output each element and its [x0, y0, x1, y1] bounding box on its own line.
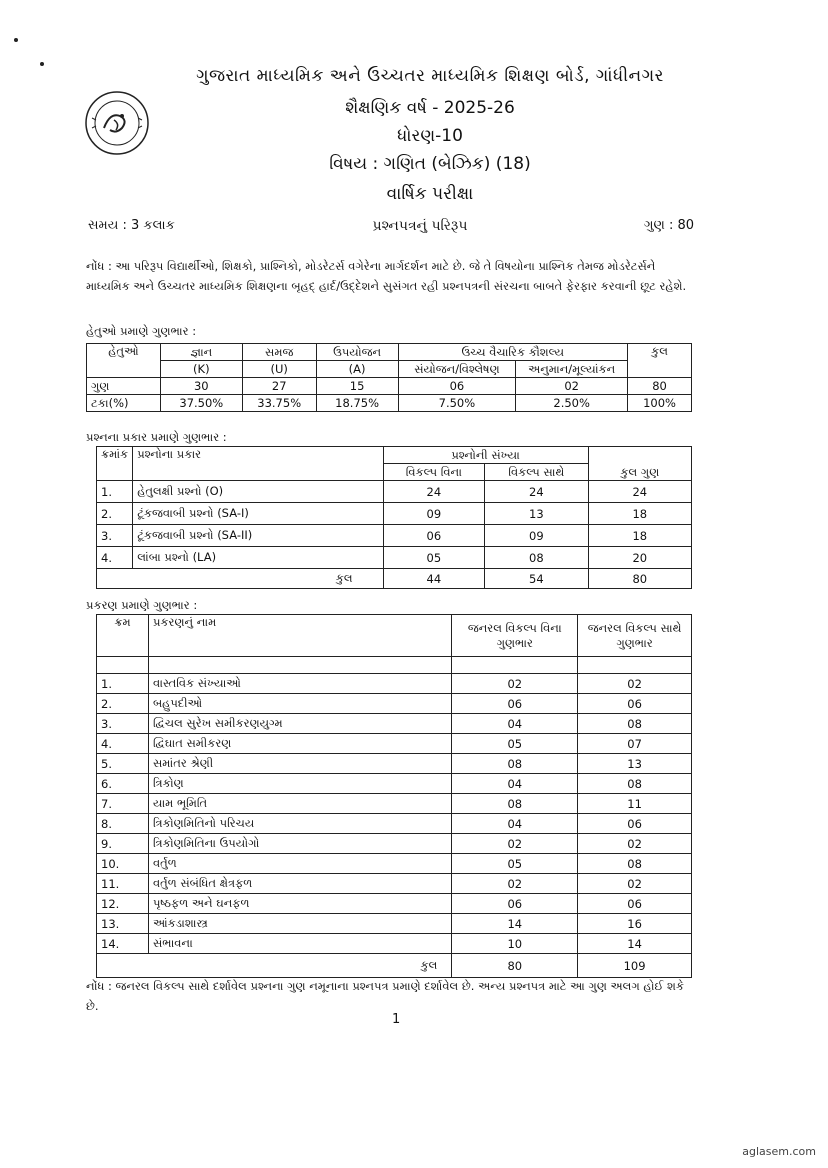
cell: 100% — [628, 395, 692, 412]
row-label: ટકા(%) — [87, 395, 161, 412]
total-label: કુલ — [97, 954, 452, 978]
board-title: ગુજરાત માધ્યમિક અને ઉચ્ચતર માધ્યમિક શિક્ષણ બોર્ડ, ગાંધીનગર — [196, 66, 664, 86]
cell: 8. — [97, 814, 149, 834]
table-row — [97, 547, 692, 569]
cell: 07 — [578, 734, 692, 754]
cell: 06 — [578, 694, 692, 714]
header-with-option: વિકલ્પ સાથે — [485, 464, 588, 481]
cell: હેતુલક્ષી પ્રશ્નો (O) — [133, 481, 383, 503]
cell: 18 — [588, 503, 691, 525]
table-row — [97, 714, 692, 734]
top-note: નોંધ : આ પરિરૂપ વિદ્યાર્થીઓ, શિક્ષકો, પ્રાશ્નિકો, મોડરેટર્સ વગેરેના માર્ગદર્શન માટે છે. જે તે વિષયોના પ્રાશ્નિક તેમજ મોડરેટર્સને માધ્યમિક અને ઉચ્ચતર માધ્યમિક શિક્ષણના બૃહદ્ હાર્દ/ઉદ્દેશને સુસંગત રહી પ્રશ્નપત્રની સંરચના બાબતે ફેરફાર કરવાની છૂટ રહેશે. — [86, 259, 687, 293]
header-application: ઉપયોજન — [316, 344, 398, 361]
cell: 5. — [97, 754, 149, 774]
row-label: ગુણ — [87, 378, 161, 395]
table-row — [97, 674, 692, 694]
objective-caption: હેતુઓ પ્રમાણે ગુણભાર : — [86, 324, 197, 338]
table-total-row — [97, 569, 692, 589]
header-chapter-name: પ્રકરણનું નામ — [148, 615, 451, 657]
header-question-count: પ્રશ્નોની સંખ્યા — [383, 447, 588, 464]
header-knowledge: જ્ઞાન — [160, 344, 242, 361]
scan-speck — [40, 62, 44, 66]
question-type-caption: પ્રશ્નના પ્રકાર પ્રમાણે ગુણભાર : — [86, 430, 227, 444]
page-number: 1 — [392, 1012, 401, 1027]
cell: 109 — [578, 954, 692, 978]
cell: 08 — [452, 794, 578, 814]
cell: 04 — [452, 814, 578, 834]
bottom-note: નોંધ : જનરલ વિકલ્પ સાથે દર્શાવેલ પ્રશ્નના ગુણ નમૂનાના પ્રશ્નપત્ર પ્રમાણે દર્શાવેલ છે. અન્ય પ્રશ્નપત્ર માટે આ ગુણ અલગ હોઈ શકે છે. — [86, 979, 684, 1013]
cell: 1. — [97, 674, 149, 694]
cell: 06 — [398, 378, 516, 395]
header-evaluation: અનુમાન/મૂલ્યાંકન — [516, 361, 628, 378]
total-label: કુલ — [97, 569, 384, 589]
cell: 05 — [452, 734, 578, 754]
cell: 37.50% — [160, 395, 242, 412]
cell: પૃષ્ઠફળ અને ઘનફળ — [148, 894, 451, 914]
cell: 7.50% — [398, 395, 516, 412]
header-total: કુલ — [628, 344, 692, 378]
cell: 06 — [452, 694, 578, 714]
exam-name: વાર્ષિક પરીક્ષા — [386, 184, 474, 204]
cell: 24 — [383, 481, 485, 503]
table-row — [97, 854, 692, 874]
table-row — [97, 774, 692, 794]
cell: 10 — [452, 934, 578, 954]
cell: 2.50% — [516, 395, 628, 412]
cell: દ્વિઘાત સમીકરણ — [148, 734, 451, 754]
cell: 11. — [97, 874, 149, 894]
cell: 30 — [160, 378, 242, 395]
cell: 08 — [578, 714, 692, 734]
cell: સંભાવના — [148, 934, 451, 954]
cell: આંકડાશાસ્ત્ર — [148, 914, 451, 934]
cell: 20 — [588, 547, 691, 569]
table-row — [97, 814, 692, 834]
table-total-row — [97, 954, 692, 978]
chapter-weightage-table — [96, 614, 692, 978]
cell: 2. — [97, 503, 133, 525]
cell: ત્રિકોણમિતિના ઉપયોગો — [148, 834, 451, 854]
cell: બહુપદીઓ — [148, 694, 451, 714]
header-question-type: પ્રશ્નોના પ્રકાર — [133, 447, 383, 481]
cell: 04 — [452, 774, 578, 794]
cell: ટૂંકજવાબી પ્રશ્નો (SA-I) — [133, 503, 383, 525]
cell: 08 — [578, 774, 692, 794]
cell: 2. — [97, 694, 149, 714]
cell: વાસ્તવિક સંખ્યાઓ — [148, 674, 451, 694]
cell: 15 — [316, 378, 398, 395]
cell: લાંબા પ્રશ્નો (LA) — [133, 547, 383, 569]
cell: 02 — [578, 834, 692, 854]
cell: 05 — [452, 854, 578, 874]
cell: 08 — [578, 854, 692, 874]
cell: 44 — [383, 569, 485, 589]
cell: 02 — [452, 674, 578, 694]
table-row — [97, 914, 692, 934]
cell: 02 — [452, 874, 578, 894]
cell: 13 — [485, 503, 588, 525]
cell: 1. — [97, 481, 133, 503]
objective-weightage-table — [86, 343, 692, 412]
cell: 3. — [97, 525, 133, 547]
cell: 13. — [97, 914, 149, 934]
header-without-general-option: જનરલ વિકલ્પ વિના ગુણભાર — [452, 615, 578, 657]
table-row — [97, 934, 692, 954]
cell: 08 — [485, 547, 588, 569]
header-objectives: હેતુઓ — [87, 344, 161, 378]
cell: 54 — [485, 569, 588, 589]
cell: ત્રિકોણમિતિનો પરિચય — [148, 814, 451, 834]
table-row — [87, 395, 692, 412]
cell: ટૂંકજવાબી પ્રશ્નો (SA-II) — [133, 525, 383, 547]
cell: 4. — [97, 547, 133, 569]
cell: 06 — [578, 894, 692, 914]
cell: 11 — [578, 794, 692, 814]
cell: 02 — [578, 874, 692, 894]
header-understanding: સમજ — [242, 344, 316, 361]
standard: ધોરણ-10 — [397, 126, 463, 146]
cell: 18 — [588, 525, 691, 547]
cell: 24 — [485, 481, 588, 503]
cell: વર્તુળ — [148, 854, 451, 874]
cell: દ્વિચલ સુરેખ સમીકરણયુગ્મ — [148, 714, 451, 734]
header-understanding-code: (U) — [242, 361, 316, 378]
cell: 14 — [578, 934, 692, 954]
chapter-caption: પ્રકરણ પ્રમાણે ગુણભાર : — [86, 598, 198, 612]
table-row — [97, 794, 692, 814]
cell: 13 — [578, 754, 692, 774]
cell: 02 — [516, 378, 628, 395]
time-label: સમય : 3 કલાક — [88, 218, 175, 233]
table-row — [97, 734, 692, 754]
cell: 27 — [242, 378, 316, 395]
header-synthesis: સંયોજન/વિશ્લેષણ — [398, 361, 516, 378]
cell: 16 — [578, 914, 692, 934]
cell: 33.75% — [242, 395, 316, 412]
table-row — [97, 894, 692, 914]
table-row — [97, 754, 692, 774]
table-row — [97, 481, 692, 503]
cell: 02 — [578, 674, 692, 694]
total-marks: ગુણ : 80 — [643, 218, 694, 233]
cell: 3. — [97, 714, 149, 734]
header-application-code: (A) — [316, 361, 398, 378]
cell: સમાંતર શ્રેણી — [148, 754, 451, 774]
table-row — [87, 378, 692, 395]
cell: 14 — [452, 914, 578, 934]
cell: 12. — [97, 894, 149, 914]
cell: 04 — [452, 714, 578, 734]
cell: 80 — [628, 378, 692, 395]
subject: વિષય : ગણિત (બેઝિક) (18) — [329, 154, 531, 174]
cell: 06 — [578, 814, 692, 834]
cell: યામ ભૂમિતિ — [148, 794, 451, 814]
cell: ત્રિકોણ — [148, 774, 451, 794]
cell: વર્તુળ સંબંધિત ક્ષેત્રફળ — [148, 874, 451, 894]
header-without-option: વિકલ્પ વિના — [383, 464, 485, 481]
question-type-table — [96, 446, 692, 589]
header-serial: ક્રમ — [97, 615, 149, 657]
cell: 05 — [383, 547, 485, 569]
cell: 06 — [452, 894, 578, 914]
cell: 06 — [383, 525, 485, 547]
table-row — [97, 694, 692, 714]
cell: 09 — [485, 525, 588, 547]
table-row — [97, 874, 692, 894]
cell: 80 — [588, 569, 691, 589]
table-row — [97, 834, 692, 854]
table-row — [97, 525, 692, 547]
cell: 24 — [588, 481, 691, 503]
blueprint-title: પ્રશ્નપત્રનું પરિરૂપ — [372, 218, 468, 234]
cell: 9. — [97, 834, 149, 854]
cell: 09 — [383, 503, 485, 525]
header-hots: ઉચ્ચ વૈચારિક કૌશલ્ય — [398, 344, 627, 361]
scan-speck — [14, 38, 18, 42]
cell: 14. — [97, 934, 149, 954]
cell: 02 — [452, 834, 578, 854]
cell: 08 — [452, 754, 578, 774]
header-number: ક્રમાંક — [97, 447, 133, 481]
cell: 6. — [97, 774, 149, 794]
academic-year: શૈક્ષણિક વર્ષ - 2025-26 — [345, 98, 515, 118]
cell: 10. — [97, 854, 149, 874]
cell: 4. — [97, 734, 149, 754]
cell: 80 — [452, 954, 578, 978]
watermark: aglasem.com — [742, 1145, 816, 1158]
header-knowledge-code: (K) — [160, 361, 242, 378]
cell: 18.75% — [316, 395, 398, 412]
table-row — [97, 503, 692, 525]
header-with-general-option: જનરલ વિકલ્પ સાથે ગુણભાર — [578, 615, 692, 657]
header-total-marks: કુલ ગુણ — [588, 447, 691, 481]
cell: 7. — [97, 794, 149, 814]
